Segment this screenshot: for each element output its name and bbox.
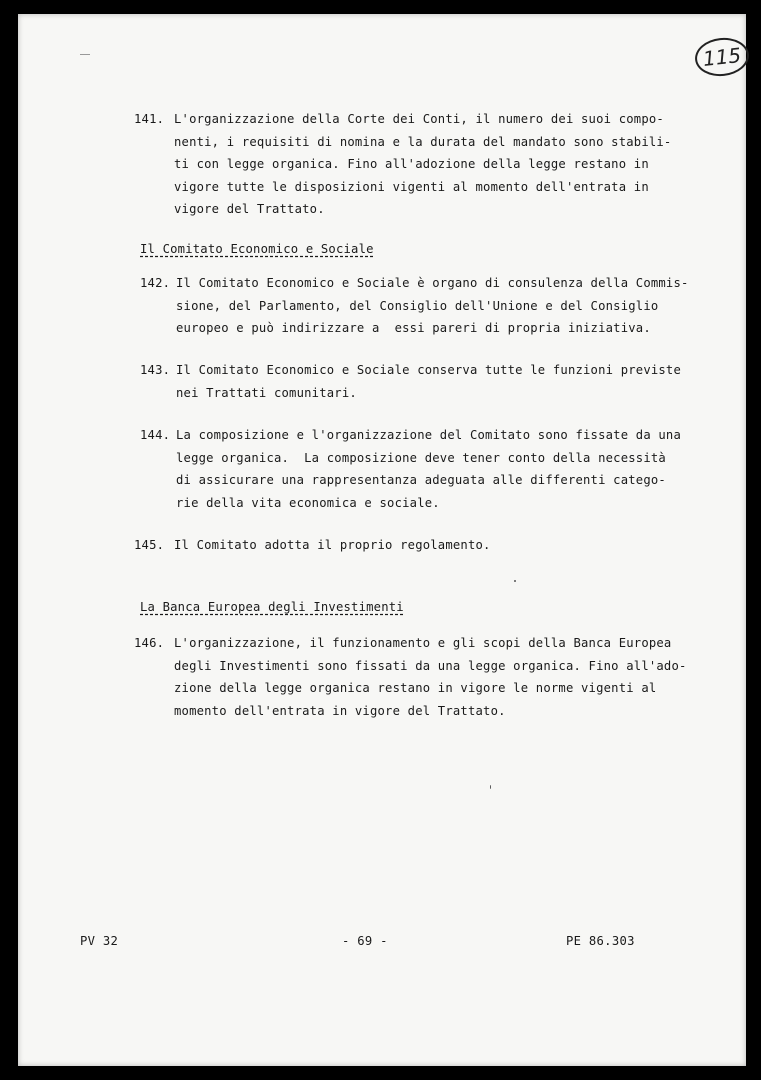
handwritten-page-mark: 115 [693,35,751,78]
margin-mark [80,54,90,55]
scan-speck [490,785,491,789]
paragraph-text: L'organizzazione, il funzionamento e gli scopi della Banca Europea degli Investimenti sono fissati da una legge organica. Fino all'ado- zione della legge organica restano in vigore le norme vigenti al momento dell'entrata in vigore del Trattato. [174,636,687,718]
scan-speck [514,580,516,582]
section-heading-comitato: Il Comitato Economico e Sociale [140,242,374,256]
paragraph-number: 144. [140,428,171,442]
paragraph-number: 141. [134,112,165,126]
paragraph-number: 145. [134,538,165,552]
paragraph-text: L'organizzazione della Corte dei Conti, il numero dei suoi compo- nenti, i requisiti di nomina e la durata del mandato sono stabili- ti con legge organica. Fino all'adozione della legge restano in vigore tutte le disposizioni vigenti al momento dell'entrata in vigore del Trattato. [174,112,672,216]
footer-left: PV 32 [80,934,119,948]
paragraph-number: 146. [134,636,165,650]
footer-page-number: - 69 - [342,934,388,948]
paragraph-text: Il Comitato Economico e Sociale conserva tutte le funzioni previste nei Trattati comunitari. [176,363,682,400]
paragraph-number: 142. [140,276,171,290]
paragraph-text: Il Comitato adotta il proprio regolamento. [174,538,491,552]
section-heading-banca: La Banca Europea degli Investimenti [140,600,404,614]
paragraph-text: Il Comitato Economico e Sociale è organo di consulenza della Commis- sione, del Parlamento, del Consiglio dell'Unione e del Consiglio europeo e può indirizzare a essi pareri di propria iniziativa. [176,276,689,335]
paragraph-text: La composizione e l'organizzazione del Comitato sono fissate da una legge organica. La composizione deve tener conto della necessità di assicurare una rappresentanza adeguata alle differenti catego- rie della vita economica e sociale. [176,428,682,510]
paragraph-number: 143. [140,363,171,377]
footer-right: PE 86.303 [566,934,635,948]
